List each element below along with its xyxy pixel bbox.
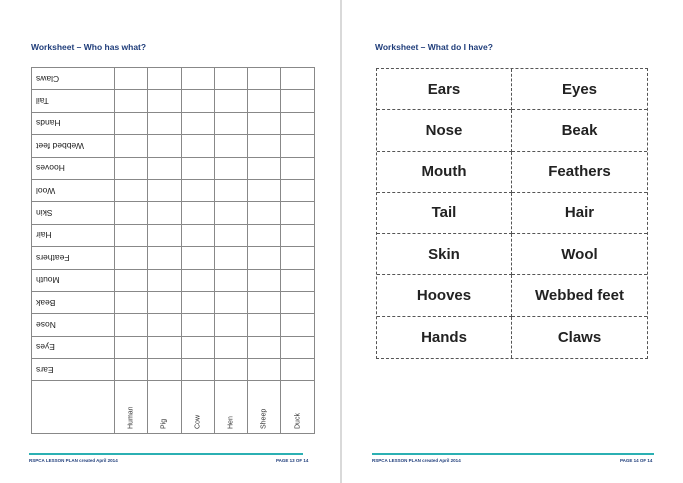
grid-cell[interactable] — [181, 314, 214, 336]
feature-text: Hair — [36, 230, 52, 241]
animal-label: Sheep — [260, 409, 268, 430]
grid-cell[interactable] — [148, 224, 181, 246]
grid-cell[interactable] — [115, 314, 148, 336]
feature-text: Ears — [36, 364, 54, 375]
feature-label — [32, 269, 115, 291]
feature-label — [32, 336, 115, 358]
feature-text: Nose — [36, 319, 56, 330]
feature-label — [32, 68, 115, 90]
grid-cell[interactable] — [148, 90, 181, 112]
grid-cell[interactable] — [214, 112, 247, 134]
feature-text: Eyes — [36, 342, 55, 353]
right-page — [342, 0, 683, 483]
grid-cell[interactable] — [148, 247, 181, 269]
grid-cell[interactable] — [181, 179, 214, 201]
grid-cell[interactable] — [115, 247, 148, 269]
grid-cell[interactable] — [214, 269, 247, 291]
feature-text: Skin — [36, 208, 53, 219]
grid-row — [32, 157, 315, 179]
grid-cell[interactable] — [115, 112, 148, 134]
grid-cell[interactable] — [214, 90, 247, 112]
grid-cell[interactable] — [181, 336, 214, 358]
grid-cell[interactable] — [214, 179, 247, 201]
grid-cell[interactable] — [281, 314, 314, 336]
grid-cell[interactable] — [148, 314, 181, 336]
animal-label: Duck — [294, 413, 302, 430]
animal-label: Hen — [227, 416, 235, 430]
grid-row — [32, 314, 315, 336]
feature-text: Webbed feet — [36, 140, 85, 151]
grid-row — [32, 269, 315, 291]
feature-label — [32, 157, 115, 179]
grid-cell[interactable] — [248, 112, 281, 134]
grid-cell[interactable] — [214, 202, 247, 224]
feature-label — [32, 179, 115, 201]
grid-cell[interactable] — [181, 135, 214, 157]
grid-cell[interactable] — [248, 336, 281, 358]
grid-row — [32, 179, 315, 201]
grid-cell[interactable] — [115, 269, 148, 291]
feature-card: Mouth — [377, 152, 512, 193]
grid-row — [32, 112, 315, 134]
grid-cell[interactable] — [214, 359, 247, 381]
grid-cell[interactable] — [281, 202, 314, 224]
grid-cell[interactable] — [214, 157, 247, 179]
grid-cell[interactable] — [115, 291, 148, 313]
grid-cell[interactable] — [248, 247, 281, 269]
animal-header — [214, 381, 247, 434]
feature-text: Feathers — [36, 252, 70, 263]
footer-rule — [29, 453, 303, 455]
grid-cell[interactable] — [281, 291, 314, 313]
grid-cell[interactable] — [281, 179, 314, 201]
grid-cell[interactable] — [115, 179, 148, 201]
footer-rule — [372, 453, 654, 455]
grid-cell[interactable] — [281, 68, 314, 90]
animal-label: Cow — [194, 415, 202, 430]
grid-cell[interactable] — [181, 224, 214, 246]
grid-cell[interactable] — [181, 202, 214, 224]
grid-cell[interactable] — [115, 359, 148, 381]
grid-cell[interactable] — [214, 314, 247, 336]
feature-label — [32, 90, 115, 112]
feature-label — [32, 112, 115, 134]
grid-cell[interactable] — [148, 359, 181, 381]
grid-cell[interactable] — [281, 157, 314, 179]
grid-cell[interactable] — [148, 68, 181, 90]
corner-cell — [32, 381, 115, 434]
grid-cell[interactable] — [214, 135, 247, 157]
feature-label — [32, 291, 115, 313]
animal-header — [181, 381, 214, 434]
feature-card: Eyes — [512, 69, 647, 110]
grid-cell[interactable] — [148, 202, 181, 224]
grid-cell[interactable] — [115, 90, 148, 112]
grid-cell[interactable] — [248, 291, 281, 313]
grid-cell[interactable] — [281, 224, 314, 246]
grid-cell[interactable] — [115, 336, 148, 358]
grid-cell[interactable] — [248, 359, 281, 381]
grid-row — [32, 291, 315, 313]
feature-card: Nose — [377, 110, 512, 151]
grid-cell[interactable] — [115, 135, 148, 157]
grid-cell[interactable] — [214, 291, 247, 313]
feature-cards-grid — [376, 68, 648, 359]
grid-cell[interactable] — [115, 224, 148, 246]
feature-card: Webbed feet — [512, 275, 647, 316]
feature-text: Hands — [36, 118, 61, 129]
feature-label — [32, 247, 115, 269]
grid-row — [32, 247, 315, 269]
grid-cell[interactable] — [181, 359, 214, 381]
grid-cell[interactable] — [248, 90, 281, 112]
grid-row — [32, 90, 315, 112]
feature-card: Hair — [512, 193, 647, 234]
grid-cell[interactable] — [115, 202, 148, 224]
grid-row — [32, 202, 315, 224]
animal-label: Human — [127, 406, 135, 430]
grid-cell[interactable] — [181, 269, 214, 291]
feature-text: Hooves — [36, 163, 65, 174]
feature-card: Tail — [377, 193, 512, 234]
grid-row — [32, 224, 315, 246]
grid-cell[interactable] — [248, 179, 281, 201]
animal-header — [281, 381, 314, 434]
feature-text: Mouth — [36, 275, 60, 286]
feature-label — [32, 224, 115, 246]
grid-cell[interactable] — [148, 135, 181, 157]
grid-cell[interactable] — [281, 359, 314, 381]
grid-cell[interactable] — [281, 247, 314, 269]
feature-card: Ears — [377, 69, 512, 110]
grid-cell[interactable] — [115, 157, 148, 179]
grid-cell[interactable] — [148, 336, 181, 358]
feature-text: Beak — [36, 297, 56, 308]
grid-cell[interactable] — [281, 336, 314, 358]
feature-label — [32, 135, 115, 157]
grid-cell[interactable] — [248, 224, 281, 246]
grid-cell[interactable] — [281, 112, 314, 134]
grid-cell[interactable] — [148, 269, 181, 291]
feature-label — [32, 359, 115, 381]
grid-cell[interactable] — [214, 247, 247, 269]
grid-row — [32, 336, 315, 358]
grid-cell[interactable] — [248, 135, 281, 157]
feature-label — [32, 314, 115, 336]
grid-cell[interactable] — [148, 291, 181, 313]
grid-cell[interactable] — [181, 247, 214, 269]
grid-cell[interactable] — [214, 224, 247, 246]
feature-label — [32, 202, 115, 224]
grid-row — [32, 359, 315, 381]
footer-lesson-plan: RSPCA LESSON PLAN created April 2014 — [29, 458, 118, 463]
animal-header — [115, 381, 148, 434]
grid-cell[interactable] — [181, 90, 214, 112]
grid-cell[interactable] — [181, 68, 214, 90]
grid-cell[interactable] — [248, 269, 281, 291]
grid-cell[interactable] — [115, 68, 148, 90]
grid-cell[interactable] — [148, 112, 181, 134]
feature-text: Claws — [36, 73, 60, 84]
grid-cell[interactable] — [214, 68, 247, 90]
feature-card: Feathers — [512, 152, 647, 193]
feature-card: Beak — [512, 110, 647, 151]
grid-cell[interactable] — [248, 157, 281, 179]
grid-cell[interactable] — [181, 291, 214, 313]
grid-cell[interactable] — [148, 179, 181, 201]
feature-card: Skin — [377, 234, 512, 275]
feature-text: Tail — [36, 96, 49, 107]
left-worksheet-title: Worksheet – Who has what? — [31, 42, 147, 52]
animal-label: Pig — [160, 419, 168, 430]
grid-cell[interactable] — [248, 68, 281, 90]
grid-cell[interactable] — [248, 314, 281, 336]
grid-cell[interactable] — [148, 157, 181, 179]
grid-cell[interactable] — [248, 202, 281, 224]
grid-cell[interactable] — [181, 112, 214, 134]
feature-card: Wool — [512, 234, 647, 275]
who-has-what-grid — [31, 67, 315, 434]
animal-header-row — [32, 381, 315, 434]
feature-card: Claws — [557, 328, 602, 346]
grid-row — [32, 68, 315, 90]
grid-cell[interactable] — [281, 269, 314, 291]
feature-text: Wool — [36, 185, 56, 196]
grid-row — [32, 135, 315, 157]
footer-page-number: PAGE 14 OF 14 — [620, 458, 653, 463]
feature-card: Hands — [377, 317, 512, 358]
feature-card: Hooves — [377, 275, 512, 316]
left-page — [0, 0, 340, 483]
animal-header — [148, 381, 181, 434]
right-worksheet-title: Worksheet – What do I have? — [375, 42, 493, 52]
footer-lesson-plan: RSPCA LESSON PLAN created April 2014 — [372, 458, 461, 463]
grid-cell[interactable] — [281, 90, 314, 112]
animal-header — [248, 381, 281, 434]
grid-cell[interactable] — [181, 157, 214, 179]
grid-cell[interactable] — [214, 336, 247, 358]
footer-page-number: PAGE 13 OF 14 — [276, 458, 309, 463]
grid-cell[interactable] — [281, 135, 314, 157]
